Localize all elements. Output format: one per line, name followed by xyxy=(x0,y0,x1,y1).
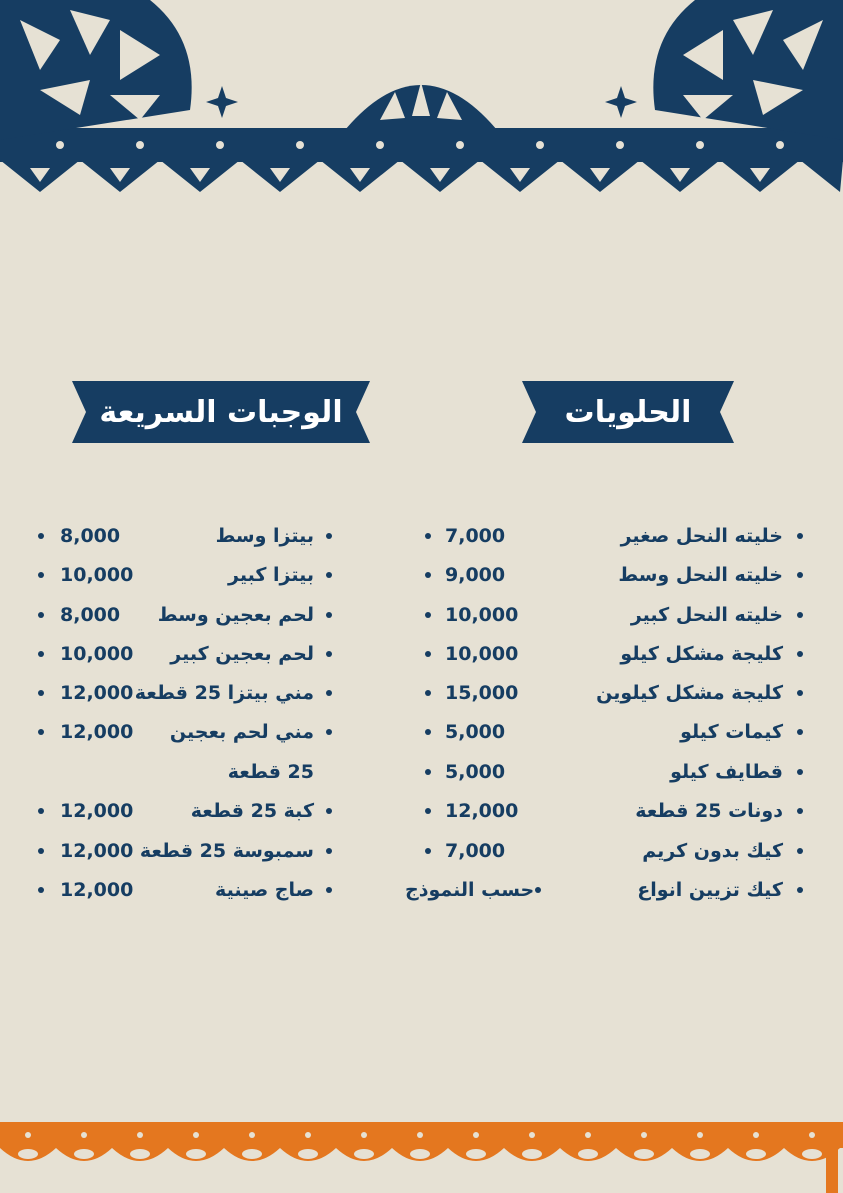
menu-item-name: صاج صينية xyxy=(215,879,314,901)
fast-food-section-title: الوجبات السريعة xyxy=(99,394,343,430)
menu-item-name: كيك تزيين انواع xyxy=(637,879,783,901)
bullet-icon xyxy=(38,808,44,814)
menu-item-name: كيك بدون كريم xyxy=(642,840,783,862)
menu-item-price: 5,000 xyxy=(445,761,506,783)
menu-item xyxy=(20,794,340,828)
bullet-icon xyxy=(797,572,803,578)
bullet-icon xyxy=(326,848,332,854)
bullet-icon xyxy=(797,533,803,539)
menu-item-price: 12,000 xyxy=(445,800,519,822)
menu-item xyxy=(395,755,815,789)
sweets-section-title: الحلويات xyxy=(564,394,692,430)
menu-item xyxy=(20,558,340,592)
menu-item-name: كيمات كيلو xyxy=(680,721,783,743)
menu-item-name: لحم بعجين كبير xyxy=(170,643,314,665)
menu-item-price: 10,000 xyxy=(445,604,519,626)
bullet-icon xyxy=(326,572,332,578)
bullet-icon xyxy=(797,651,803,657)
menu-item-price: 12,000 xyxy=(60,879,134,901)
menu-item-price: 15,000 xyxy=(445,682,519,704)
bullet-icon xyxy=(326,612,332,618)
bullet-icon xyxy=(326,808,332,814)
bullet-icon xyxy=(425,690,431,696)
menu-item xyxy=(20,598,340,632)
fast-food-section-banner xyxy=(72,381,370,443)
menu-item-price: 9,000 xyxy=(445,564,506,586)
bullet-icon xyxy=(326,729,332,735)
menu-item-name: كليجة مشكل كيلو xyxy=(620,643,783,665)
menu-item-name: مني لحم بعجين xyxy=(169,721,314,743)
bullet-icon xyxy=(797,690,803,696)
menu-item-name-line2: 25 قطعة xyxy=(227,761,314,783)
menu-item-price: 7,000 xyxy=(445,525,506,547)
menu-item-price: حسب النموذج xyxy=(405,879,535,901)
bullet-icon xyxy=(425,769,431,775)
bullet-icon xyxy=(797,612,803,618)
menu-item-name: كليجة مشكل كيلوين xyxy=(596,682,783,704)
menu-item-price: 12,000 xyxy=(60,840,134,862)
bullet-icon xyxy=(425,729,431,735)
bullet-icon xyxy=(38,848,44,854)
menu-item-name: خليته النحل كبير xyxy=(630,604,783,626)
menu-item xyxy=(20,519,340,553)
menu-item-price: 5,000 xyxy=(445,721,506,743)
menu-item-name: سمبوسة 25 قطعة xyxy=(139,840,314,862)
menu-item-name: خليته النحل صغير xyxy=(620,525,783,547)
menu-item-price: 12,000 xyxy=(60,800,134,822)
menu-item-name: بيتزا وسط xyxy=(215,525,314,547)
bullet-icon xyxy=(38,729,44,735)
bullet-icon xyxy=(797,729,803,735)
menu-item xyxy=(395,834,815,868)
menu-item xyxy=(20,834,340,868)
bullet-icon xyxy=(425,848,431,854)
menu-item xyxy=(395,715,815,749)
menu-item xyxy=(20,637,340,671)
bullet-icon xyxy=(425,651,431,657)
bullet-icon xyxy=(797,887,803,893)
menu-item-name: قطايف كيلو xyxy=(670,761,783,783)
bullet-icon xyxy=(425,612,431,618)
menu-item-name: كبة 25 قطعة xyxy=(190,800,314,822)
bullet-icon xyxy=(535,887,541,893)
menu-item-name: بيتزا كبير xyxy=(228,564,314,586)
bullet-icon xyxy=(38,690,44,696)
bullet-icon xyxy=(797,769,803,775)
menu-item-continuation xyxy=(20,755,340,789)
menu-item-price: 10,000 xyxy=(445,643,519,665)
menu-item xyxy=(395,519,815,553)
menu-item-price: 12,000 xyxy=(60,721,134,743)
menu-item-price: 10,000 xyxy=(60,643,134,665)
bullet-icon xyxy=(38,533,44,539)
menu-item xyxy=(20,715,340,749)
menu-item xyxy=(395,637,815,671)
menu-item xyxy=(20,873,340,907)
menu-item-price: 12,000 xyxy=(60,682,134,704)
bullet-icon xyxy=(38,612,44,618)
menu-item-price: 8,000 xyxy=(60,525,121,547)
bullet-icon xyxy=(326,690,332,696)
top-decorative-border xyxy=(0,0,843,200)
bullet-icon xyxy=(326,533,332,539)
bullet-icon xyxy=(797,808,803,814)
menu-item xyxy=(395,676,815,710)
menu-item-name: مني بيتزا 25 قطعة xyxy=(134,682,314,704)
bullet-icon xyxy=(425,572,431,578)
menu-item xyxy=(20,676,340,710)
bullet-icon xyxy=(326,887,332,893)
bullet-icon xyxy=(797,848,803,854)
menu-item-price: 7,000 xyxy=(445,840,506,862)
menu-item-name: لحم بعجين وسط xyxy=(157,604,314,626)
menu-item-name: دونات 25 قطعة xyxy=(635,800,783,822)
bullet-icon xyxy=(38,887,44,893)
bullet-icon xyxy=(38,572,44,578)
menu-item xyxy=(395,794,815,828)
sweets-section-banner xyxy=(522,381,734,443)
menu-item-price: 8,000 xyxy=(60,604,121,626)
menu-item xyxy=(395,558,815,592)
menu-item-price: 10,000 xyxy=(60,564,134,586)
menu-item-name: خليته النحل وسط xyxy=(618,564,783,586)
bullet-icon xyxy=(326,651,332,657)
bottom-decorative-border xyxy=(0,1118,843,1193)
bullet-icon xyxy=(425,533,431,539)
bullet-icon xyxy=(38,651,44,657)
bullet-icon xyxy=(425,808,431,814)
menu-item xyxy=(395,598,815,632)
menu-item xyxy=(395,873,815,907)
